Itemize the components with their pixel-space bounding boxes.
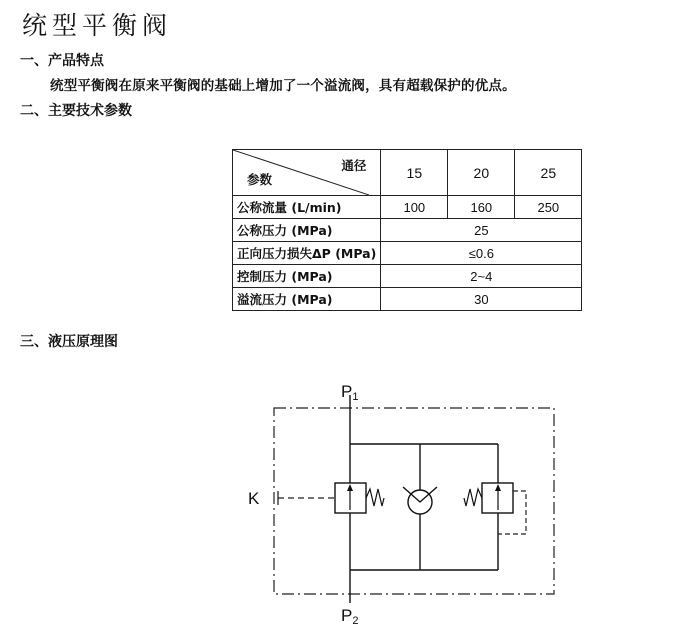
table-row: [233, 288, 582, 311]
table-row: [233, 196, 582, 219]
page-title: 统型平衡阀: [22, 11, 173, 40]
port-k-label: K: [248, 489, 260, 508]
table-cell: 160: [448, 196, 515, 219]
diagram-heading: 三、液压原理图: [20, 334, 118, 350]
params-heading: 二、主要技术参数: [20, 103, 132, 119]
size-header: 25: [515, 150, 582, 196]
corner-label-diameter: 通径: [341, 159, 367, 173]
size-header: 15: [381, 150, 448, 196]
table-cell: 2~4: [381, 265, 582, 288]
table-corner-cell: [233, 150, 381, 196]
row-label: 溢流压力 (MPa): [233, 288, 381, 311]
corner-label-parameter: 参数: [247, 173, 273, 187]
row-label: 控制压力 (MPa): [233, 265, 381, 288]
spring-icon: [366, 489, 384, 506]
table-row: [233, 265, 582, 288]
row-label: 正向压力损失ΔP (MPa): [233, 242, 381, 265]
port-p2-label: P2: [341, 606, 359, 627]
port-p1-label: P1: [341, 382, 359, 403]
row-label: 公称流量 (L/min): [233, 196, 381, 219]
parameters-table: [232, 149, 582, 311]
row-label: 公称压力 (MPa): [233, 219, 381, 242]
size-header: 20: [448, 150, 515, 196]
spring-icon: [464, 489, 482, 506]
table-cell: 25: [381, 219, 582, 242]
table-cell: 30: [381, 288, 582, 311]
table-cell: 250: [515, 196, 582, 219]
table-row: [233, 242, 582, 265]
table-row: [233, 219, 582, 242]
table-cell: ≤0.6: [381, 242, 582, 265]
table-header-row: [233, 150, 582, 196]
table-cell: 100: [381, 196, 448, 219]
hydraulic-schematic: [240, 375, 570, 630]
features-text: 统型平衡阀在原来平衡阀的基础上增加了一个溢流阀，具有超载保护的优点。: [50, 78, 516, 94]
features-heading: 一、产品特点: [20, 53, 104, 69]
